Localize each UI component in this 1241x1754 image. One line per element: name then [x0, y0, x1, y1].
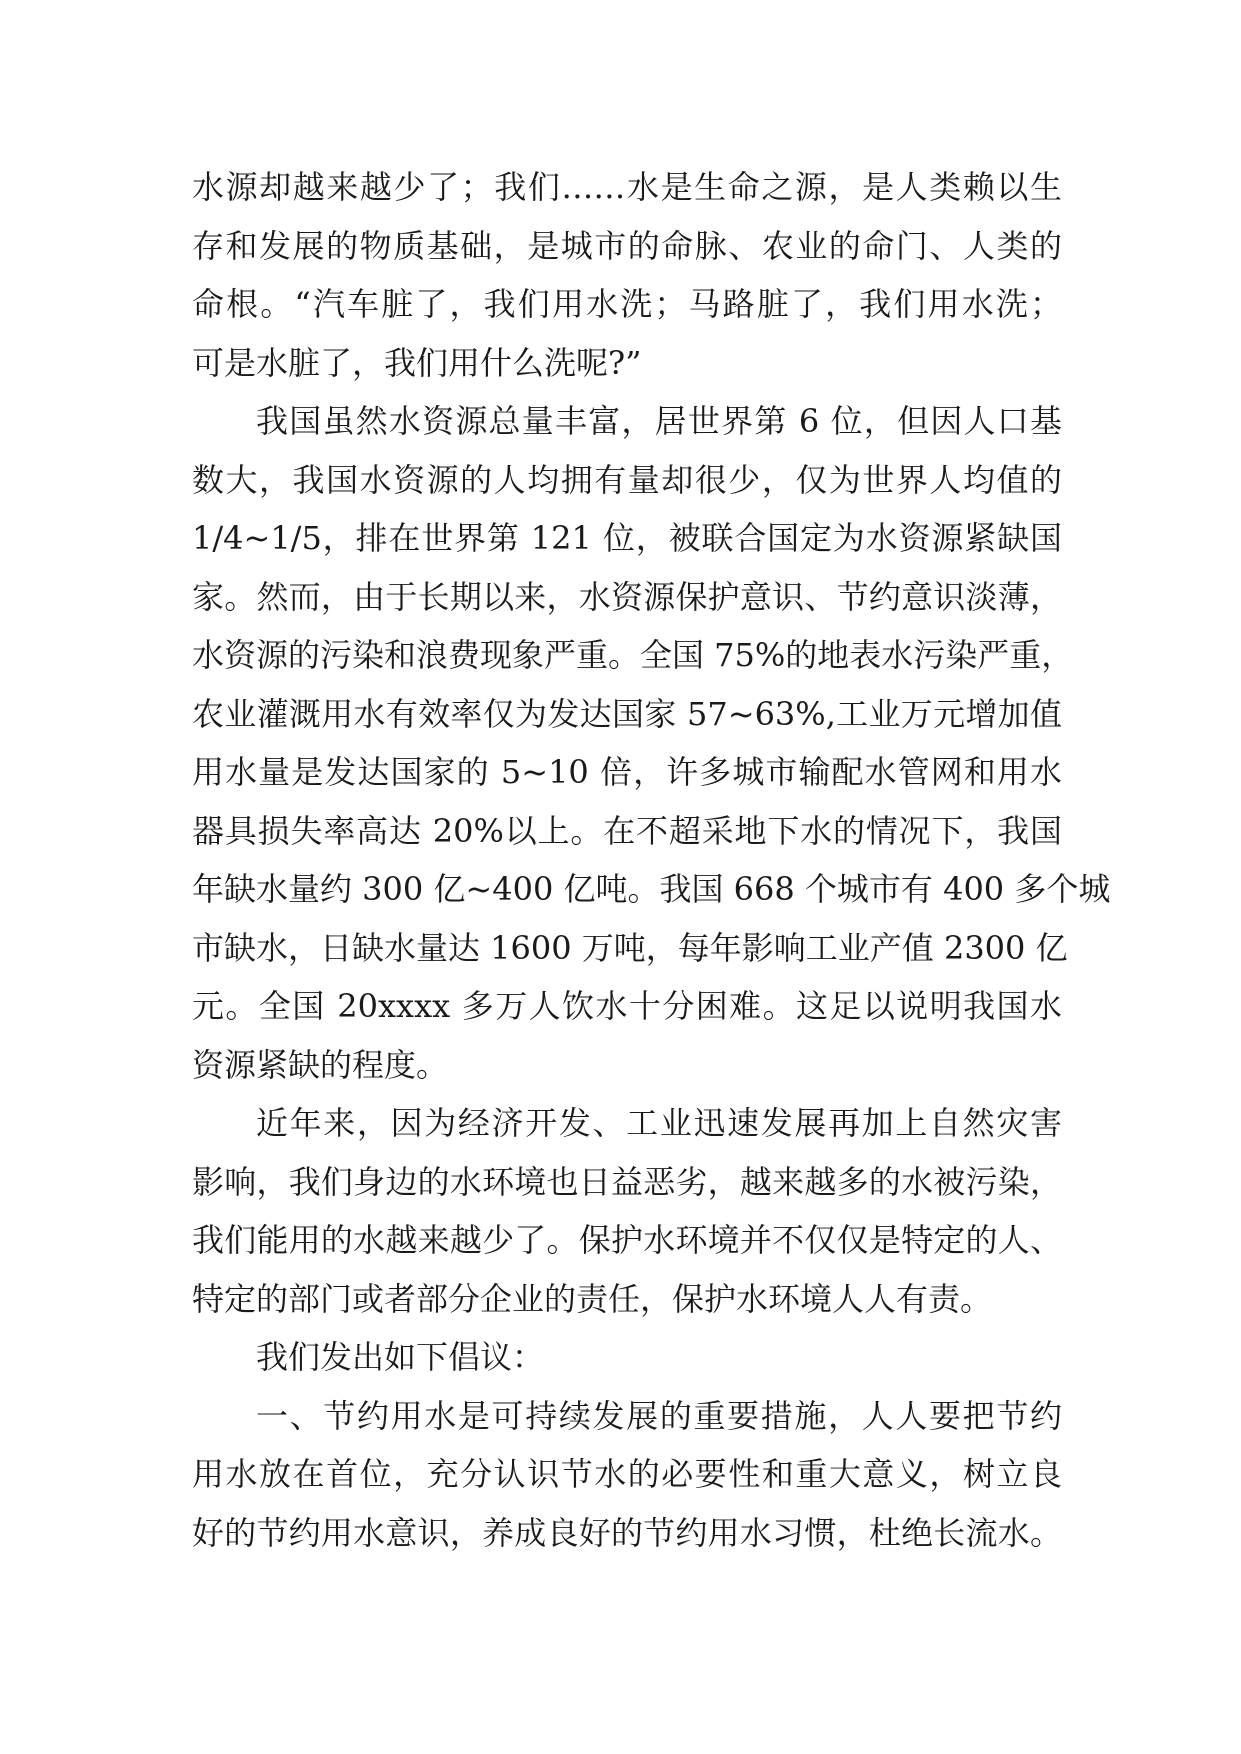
- text-line: 可是水脏了，我们用什么洗呢?”: [192, 343, 642, 382]
- text-line: 数大，我国水资源的人均拥有量却很少，仅为世界人均值的: [192, 460, 1062, 499]
- text-line: 我们发出如下倡议：: [256, 1338, 545, 1376]
- text-line: 我国虽然水资源总量丰富，居世界第 6 位，但因人口基: [256, 402, 1062, 440]
- text-line: 近年来，因为经济开发、工业迅速发展再加上自然灾害: [256, 1104, 1062, 1142]
- text-line: 水资源的污染和浪费现象严重。全国 75%的地表水污染严重，: [192, 636, 1074, 674]
- text-line: 命根。“汽车脏了，我们用水洗；马路脏了，我们用水洗；: [192, 285, 1062, 323]
- text-line: 资源紧缺的程度。: [192, 1045, 449, 1084]
- text-line: 器具损失率高达 20%以上。在不超采地下水的情况下，我国: [192, 811, 1062, 850]
- text-line: 用水量是发达国家的 5~10 倍，许多城市输配水管网和用水: [192, 753, 1062, 791]
- text-line: 1/4~1/5，排在世界第 121 位，被联合国定为水资源紧缺国: [192, 519, 1062, 557]
- text-line: 我们能用的水越来越少了。保护水环境并不仅仅是特定的人、: [192, 1221, 1062, 1259]
- document-body: [192, 158, 1111, 1562]
- text-line: 市缺水，日缺水量达 1600 万吨，每年影响工业产值 2300 亿: [192, 928, 1068, 967]
- text-line: 用水放在首位，充分认识节水的必要性和重大意义，树立良: [192, 1455, 1062, 1493]
- text-line: 元。全国 20xxxx 多万人饮水十分困难。这足以说明我国水: [192, 987, 1062, 1025]
- text-line: 水源却越来越少了；我们……水是生命之源，是人类赖以生: [192, 168, 1062, 206]
- text-line: 特定的部门或者部分企业的责任，保护水环境人人有责。: [192, 1279, 993, 1318]
- text-line: 影响，我们身边的水环境也日益恶劣，越来越多的水被污染，: [192, 1162, 1062, 1201]
- text-line: 年缺水量约 300 亿~400 亿吨。我国 668 个城市有 400 多个城: [192, 870, 1111, 908]
- text-line: 一、节约用水是可持续发展的重要措施，人人要把节约: [256, 1396, 1062, 1435]
- text-line: 家。然而，由于长期以来，水资源保护意识、节约意识淡薄，: [192, 577, 1062, 616]
- text-line: 农业灌溉用水有效率仅为发达国家 57~63%,工业万元增加值: [192, 694, 1062, 733]
- text-line: 存和发展的物质基础，是城市的命脉、农业的命门、人类的: [192, 226, 1062, 265]
- text-line: 好的节约用水意识，养成良好的节约用水习惯，杜绝长流水。: [192, 1513, 1062, 1552]
